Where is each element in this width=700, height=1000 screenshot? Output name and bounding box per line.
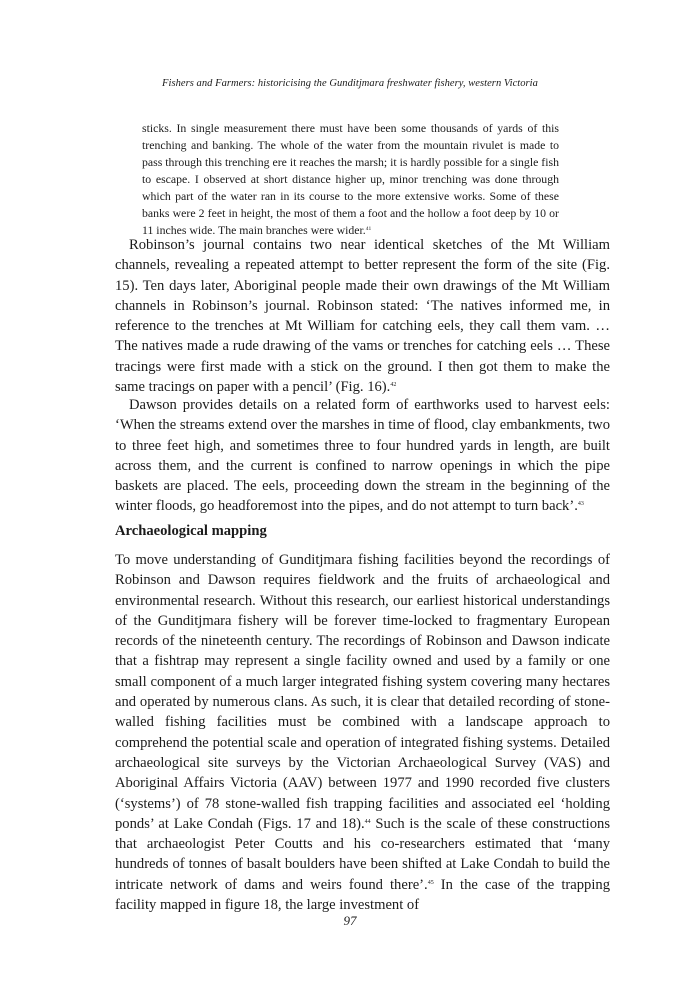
block-quote-text: sticks. In single measurement there must have been some thousands of yards of this trenching and banking. The whole of the water from the mountain rivulet is made to pass through this trenching ere it reaches the marsh; it is hardly possible for a single fish to escape. I observed at short distance higher up, minor trenching was done through which part of the water ran in its course to the more extensive works. Some of these banks were 2 feet in height, the most of them a foot and the hollow a foot deep by 10 or 11 inches wide. The main branches were wider. (142, 121, 559, 237)
paragraph-robinson-journal (115, 235, 610, 397)
paragraph-archaeological-mapping (115, 550, 610, 915)
paragraph-dawson-earthworks (115, 395, 610, 517)
page-number: 97 (343, 913, 357, 928)
paragraph-text: Dawson provides details on a related form of earthworks used to harvest eels: ‘When the streams extend over the marshes in time of flood, clay embankments, two to three feet high, and sometimes three to four hundred yards in length, are built across them, and the current is confined to narrow openings in which the pipe baskets are placed. The eels, proceeding down the stream in the beginning of the winter floods, go headforemost into the pipes, and do not attempt to turn back’. (115, 397, 610, 515)
running-head: Fishers and Farmers: historicising the Gunditjmara freshwater fishery, western Victoria (162, 78, 538, 89)
paragraph-text: In the case of the trapping facility mapped in figure 18, the large investment of (115, 876, 610, 914)
section-heading: Archaeological mapping (115, 523, 267, 539)
paragraph-text: To move understanding of Gunditjmara fishing facilities beyond the recordings of Robinson and Dawson requires fieldwork and the fruits of archaeological and environmental research. Without this research, our earliest historical understandings of the Gunditjmara fishery will be forever time-locked to fragmentary European records of the nineteenth century. The recordings of Robinson and Dawson indicate that a fishtrap may represent a single facility owned and used by a family or one small component of a much larger integrated fishing system covering many hectares and operated by numerous clans. As such, it is clear that detailed recording of stone-walled fishing facilities must be combined with a landscape approach to comprehend the potential scale and operation of integrated fishing systems. Detailed archaeological site surveys by the Victorian Archaeological Survey (VAS) and Aboriginal Affairs Victoria (AAV) between 1977 and 1990 recorded five clusters (‘systems’) of 78 stone-walled fish trapping facilities and associated eel ‘holding ponds’ at Lake Condah (Figs. 17 and 18). (115, 552, 610, 832)
paragraph-text: Robinson’s journal contains two near identical sketches of the Mt William channels, revealing a repeated attempt to better represent the form of the site (Fig. 15). Ten days later, Aboriginal people made their own drawings of the Mt William channels in Robinson’s journal. Robinson stated: ‘The natives informed me, in reference to the trenches at Mt William for catching eels, they call them vam. … The natives made a rude drawing of the vams or trenches for catching eels … These tracings were first made with a stick on the ground. I then got them to make the same tracings on paper with a pencil’ (Fig. 16). (115, 237, 610, 396)
block-quote (142, 120, 559, 239)
footnote-ref-41[interactable]: 41 (365, 226, 372, 232)
paragraph-text: Such is the scale of these constructions that archaeologist Peter Coutts and his co-researchers estimated that ‘many hundreds of tonnes of basalt boulders have been shifted at Lake Condah to build the intricate network of dams and weirs found there’. (115, 815, 610, 893)
footnote-ref-45[interactable]: 45 (427, 879, 434, 886)
footnote-ref-43[interactable]: 43 (577, 501, 584, 508)
footnote-ref-44[interactable]: 44 (364, 818, 371, 825)
footnote-ref-42[interactable]: 42 (390, 382, 397, 389)
